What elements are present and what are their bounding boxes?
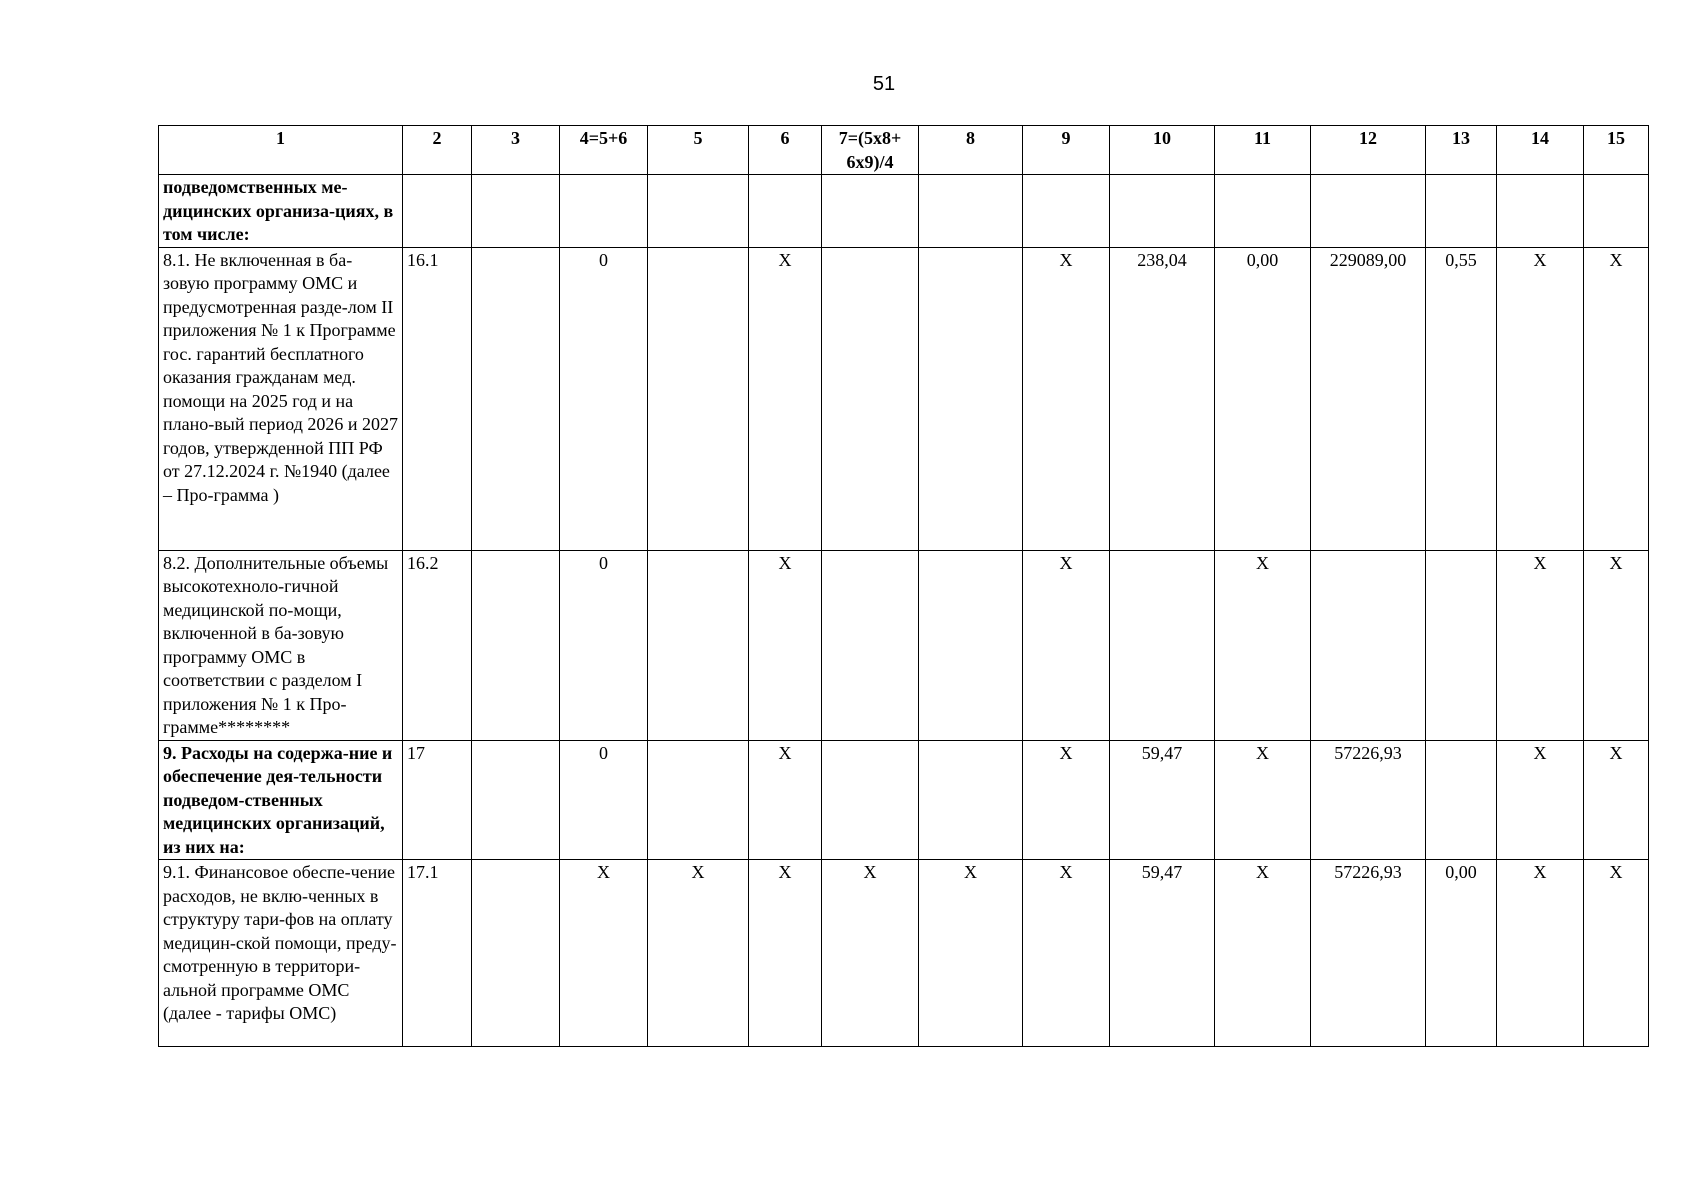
table-cell: X	[1497, 740, 1584, 860]
table-cell: X	[648, 860, 749, 1047]
column-header: 7=(5x8+ 6x9)/4	[822, 126, 919, 175]
column-header: 4=5+6	[560, 126, 648, 175]
table-cell: X	[1497, 860, 1584, 1047]
column-header: 14	[1497, 126, 1584, 175]
table-cell: 59,47	[1110, 860, 1215, 1047]
table-cell	[648, 247, 749, 550]
table-cell	[749, 175, 822, 248]
table-cell	[1110, 175, 1215, 248]
table-cell: 59,47	[1110, 740, 1215, 860]
table-cell: X	[1584, 550, 1649, 740]
column-header: 8	[919, 126, 1023, 175]
table-cell	[1023, 175, 1110, 248]
table-cell: X	[1497, 550, 1584, 740]
table-cell: X	[1584, 247, 1649, 550]
table-cell: X	[1497, 247, 1584, 550]
column-header: 15	[1584, 126, 1649, 175]
table-cell	[1311, 550, 1426, 740]
table-cell: X	[1023, 550, 1110, 740]
row-description: 8.1. Не включенная в ба-зовую программу ОМС и предусмотренная разде-лом II приложения № 1 к Программе гос. гарантий бесплатного оказания гражданам мед. помощи на 2025 год и на плано-вый период 2026 и 2027 годов, утвержденной ПП РФ от 27.12.2024 г. №1940 (далее – Про-грамма )	[159, 247, 403, 550]
table-cell	[472, 860, 560, 1047]
table-cell: 0,55	[1426, 247, 1497, 550]
table-cell: X	[1023, 860, 1110, 1047]
table-cell	[560, 175, 648, 248]
table-cell	[472, 175, 560, 248]
row-description: 9.1. Финансовое обеспе-чение расходов, не вклю-ченных в структуру тари-фов на оплату медицин-ской помощи, преду-смотренную в территори-альной программе ОМС (далее - тарифы ОМС)	[159, 860, 403, 1047]
column-header: 13	[1426, 126, 1497, 175]
row-code: 16.1	[403, 247, 472, 550]
page-number: 51	[872, 73, 896, 95]
table-cell	[472, 247, 560, 550]
table-cell	[822, 740, 919, 860]
data-table	[158, 125, 1649, 1047]
table-cell: X	[1584, 740, 1649, 860]
column-header: 2	[403, 126, 472, 175]
table-cell: X	[749, 860, 822, 1047]
table-cell	[919, 550, 1023, 740]
table-cell: X	[1023, 247, 1110, 550]
row-code: 17	[403, 740, 472, 860]
table-cell: 57226,93	[1311, 740, 1426, 860]
table-cell: X	[560, 860, 648, 1047]
table-cell: X	[1215, 860, 1311, 1047]
column-header: 3	[472, 126, 560, 175]
table-row	[159, 550, 1649, 740]
table-cell: 57226,93	[1311, 860, 1426, 1047]
table-cell	[919, 247, 1023, 550]
table-cell: X	[749, 740, 822, 860]
table-cell	[648, 740, 749, 860]
row-code: 17.1	[403, 860, 472, 1047]
table-cell: X	[1215, 550, 1311, 740]
table-cell	[472, 740, 560, 860]
table-cell	[822, 175, 919, 248]
table-cell: X	[1023, 740, 1110, 860]
table-cell	[1426, 175, 1497, 248]
row-description: 9. Расходы на содержа-ние и обеспечение дея-тельности подведом-ственных медицинских организаций, из них на:	[159, 740, 403, 860]
column-header: 9	[1023, 126, 1110, 175]
table-cell: 0,00	[1215, 247, 1311, 550]
table-cell	[822, 550, 919, 740]
table-cell: X	[1215, 740, 1311, 860]
table-cell	[1426, 550, 1497, 740]
table-cell	[919, 175, 1023, 248]
table-row	[159, 740, 1649, 860]
column-header: 12	[1311, 126, 1426, 175]
table-cell	[648, 550, 749, 740]
column-header: 6	[749, 126, 822, 175]
table-cell: 229089,00	[1311, 247, 1426, 550]
table-cell: 0	[560, 550, 648, 740]
table-cell: 0,00	[1426, 860, 1497, 1047]
column-header: 10	[1110, 126, 1215, 175]
table-row	[159, 860, 1649, 1047]
table-cell	[919, 740, 1023, 860]
table-cell: 0	[560, 247, 648, 550]
table-cell	[1110, 550, 1215, 740]
table-cell: 0	[560, 740, 648, 860]
table-cell	[472, 550, 560, 740]
table-cell	[1426, 740, 1497, 860]
table-cell	[648, 175, 749, 248]
table-cell	[1311, 175, 1426, 248]
table-cell	[1584, 175, 1649, 248]
table-cell: X	[1584, 860, 1649, 1047]
row-description: подведомственных ме-дицинских организа-циях, в том числе:	[159, 175, 403, 248]
row-code: 16.2	[403, 550, 472, 740]
column-header: 1	[159, 126, 403, 175]
table-cell	[1215, 175, 1311, 248]
table-row	[159, 175, 1649, 248]
header-row	[159, 126, 1649, 175]
table-cell: X	[822, 860, 919, 1047]
column-header: 11	[1215, 126, 1311, 175]
table-cell: X	[919, 860, 1023, 1047]
table-cell	[822, 247, 919, 550]
table-cell: X	[749, 550, 822, 740]
table-cell: X	[749, 247, 822, 550]
row-description: 8.2. Дополнительные объемы высокотехноло-гичной медицинской по-мощи, включенной в ба-зовую программу ОМС в соответствии с разделом I приложения № 1 к Про-грамме********	[159, 550, 403, 740]
table-cell	[1497, 175, 1584, 248]
row-code	[403, 175, 472, 248]
table-cell: 238,04	[1110, 247, 1215, 550]
column-header: 5	[648, 126, 749, 175]
table-row	[159, 247, 1649, 550]
